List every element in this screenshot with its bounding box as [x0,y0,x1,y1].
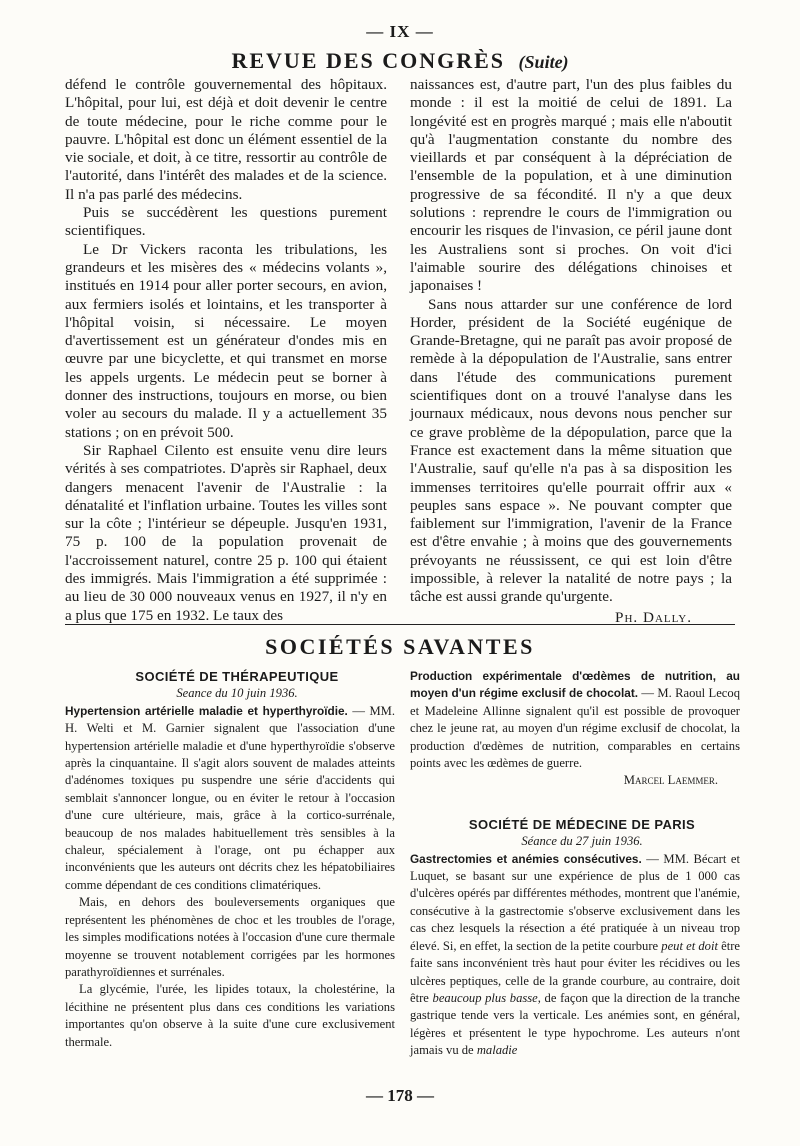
paragraph: Sans nous attarder sur une conférence de lord Horder, président de la Société eugénique de Grande-Bretagne, qui ne paraît pas avoir proposé de remède à la dépopulation de l'Australie, sans entrer dans l'étude des communications purement scientifiques dont on a trouvé l'analyse dans les journaux médicaux, nous devons nous pencher sur ce grave problème de la dépopulation, parce que la France est exactement dans la même situation que l'Australie, sauf qu'elle n'a pas à sa disposition les immenses territoires qu'elle pourrait offrir aux « peuples sans espace ». Ne pouvant compter que faiblement sur l'immigration, l'avenir de la France est d'être envahie ; à moins que des gouvernements prévoyants ne réussissent, ce qui est loin d'être impossible, à relever la natalité de notre pays ; la tâche est aussi grande qu'urgente. [410,295,732,606]
society-name: SOCIÉTÉ DE THÉRAPEUTIQUE [135,669,339,684]
section-divider [65,624,735,625]
society-name: SOCIÉTÉ DE MÉDECINE DE PARIS [468,816,696,832]
entry-body: — MM. H. Welti et M. Garnier signalent que l'association d'une hypertension artérielle maladie et d'une hyperthyroïdie s'observe après la cinquantaine. Il s'agit alors souvent de malades atteints d'adénomes toxiques pu suspendre une série d'accidents qui semblait s'annoncer longue, ou en éviter le retour à l'occasion d'une cure ultérieure, mais, grâce à la cortico-surrénale, beaucoup de nos malades habituellement très sensibles à la chaleur, spécialement à l'orage, ont pu échapper aux inconvénients que les auteurs ont décrits chez les hépatobiliaires comme dépendant de ces conditions climatériques. [65,703,395,892]
author-signature: Ph. Dally. [615,608,692,626]
entry [410,668,740,772]
societes-right-column [410,668,740,1060]
societes-savantes-title: SOCIÉTÉS SAVANTES [265,634,535,659]
paragraph: Puis se succédèrent les questions purement scientifiques. [65,204,387,240]
entry [410,851,740,1060]
entry-title: Production expérimentale d'œdèmes de nutrition, au moyen d'un régime exclusif de chocolat. [410,669,740,701]
entry-body: être faite sans inconvénient très haut pour éviter les récidives ou les ulcères peptiques, celle de la grande courbure, au contraire, doit être [410,938,740,1005]
emphasis: beaucoup plus basse [432,990,538,1005]
page-number: — 178 — [366,1086,434,1105]
revue-left-column [65,76,387,625]
section-title-text: REVUE DES CONGRÈS [231,48,506,73]
entry-body: — MM. Bécart et Luquet, se basant sur une expérience de plus de 1 000 cas d'ulcères opérés par différentes méthodes, montrent que l'anémie, consécutive à la gastrectomie s'observe exclusivement dans les cas chez lesquels la résection a été pratiquée à un niveau trop élevé. Si, en effet, la section de la petite courbure [410,851,741,953]
paragraph: défend le contrôle gouvernemental des hôpitaux. L'hôpital, pour lui, est déjà et doit devenir le centre de toute médecine, pour le riche comme pour le pauvre. L'hôpital est donc un élément essentiel de la vie sociale, et doit, à ce titre, ressortir au contrôle de l'autorité, dans l'intérêt des malades et de la science. Il n'a pas parlé des médecins. [65,76,387,203]
seance-date: Seance du 10 juin 1936. [176,686,298,701]
entry-title: Hypertension artérielle maladie et hyperthyroïdie. [65,703,348,718]
paragraph: Mais, en dehors des bouleversements organiques que représentent les phénomènes de choc et les troubles de l'orage, les simples modifications notées à l'occasion d'une cure thermale moyenne se trouvent notablement corrigées par les hormones parathyroïdiennes et surrénales. [65,895,395,979]
entry-title: Gastrectomies et anémies consécutives. [410,851,642,866]
paragraph: Le Dr Vickers raconta les tribulations, les grandeurs et les misères des « médecins volants », institués en 1914 pour aller porter secours, en avion, aux fermiers isolés et lointains, et les transporter à l'hôpital voisin, si nécessaire. Le moyen d'avertissement est un générateur d'ondes mis en œuvre par une bicyclette, et qui transmet en morse les appels urgents. Le médecin peut se borner à donner des instructions, toujours en morse, ou bien voler au secours du malade. Il y a actuellement 35 stations ; on en prévoit 500. [65,240,387,441]
seance-date: Séance du 27 juin 1936. [521,834,643,849]
emphasis: peut et doit [661,938,718,953]
paragraph: naissances est, d'autre part, l'un des plus faibles du monde : il est la moitié de celui de 1891. La longévité est en progrès marqué ; mais elle n'aboutit qu'à l'augmentation constante du nombre des vieillards et par conséquent à la dépréciation de l'ensemble de la population, et à une diminution progressive de sa fécondité. Il n'y a que deux solutions : reprendre le cours de l'immigration ou encourir les risques de l'invasion, ce péril jaune dont les Australiens sont si proches. On voit d'ici l'aimable sourire des délégations chinoises et japonaises ! [410,76,732,295]
revue-right-column [410,76,732,627]
paragraph: Sir Raphael Cilento est ensuite venu dire leurs vérités à ses compatriotes. D'après sir Raphael, deux dangers menacent l'avenir de l'Australie : la dénatalité et l'inflation urbaine. Toutes les villes sont sur la côte ; l'intérieur se dépeuple. Jusqu'en 1931, 75 p. 100 de la population provenait de l'accroissement naturel, contre 25 p. 100 qui étaient des immigrés. Mais l'immigration a été supprimée : au lieu de 30 000 nouveaux venus en 1927, il n'y en a plus que 175 en 1932. Le taux des [65,441,387,624]
spacer [410,790,740,816]
author-signature: Marcel Laemmer. [623,773,718,788]
roman-page-number: — IX — [366,22,434,41]
entry-body: , de façon que la direction de la tranche gastrique tende vers la verticale. Les anémies sont, en général, légères et présentent le type hypochrome. Les auteurs n'ont jamais vu de [410,990,740,1058]
entry-body: — M. Raoul Lecoq et Madeleine Allinne signalent qu'il est possible de provoquer chez le jeune rat, au moyen d'un régime exclusif de chocolat, la production d'œdèmes de nutrition, comparables en certains points avec les œdèmes de guerre. [410,686,740,771]
emphasis: maladie [476,1043,518,1058]
paragraph: La glycémie, l'urée, les lipides totaux, la cholestérine, la lécithine ne présentent plus dans ces conditions les variations importantes qu'on observe à la suite d'une cure exclusivement thermale. [65,982,395,1049]
entry [65,703,395,894]
section-title-suffix: (Suite) [518,52,569,72]
societes-left-column [65,668,395,1051]
section-title [0,48,800,74]
